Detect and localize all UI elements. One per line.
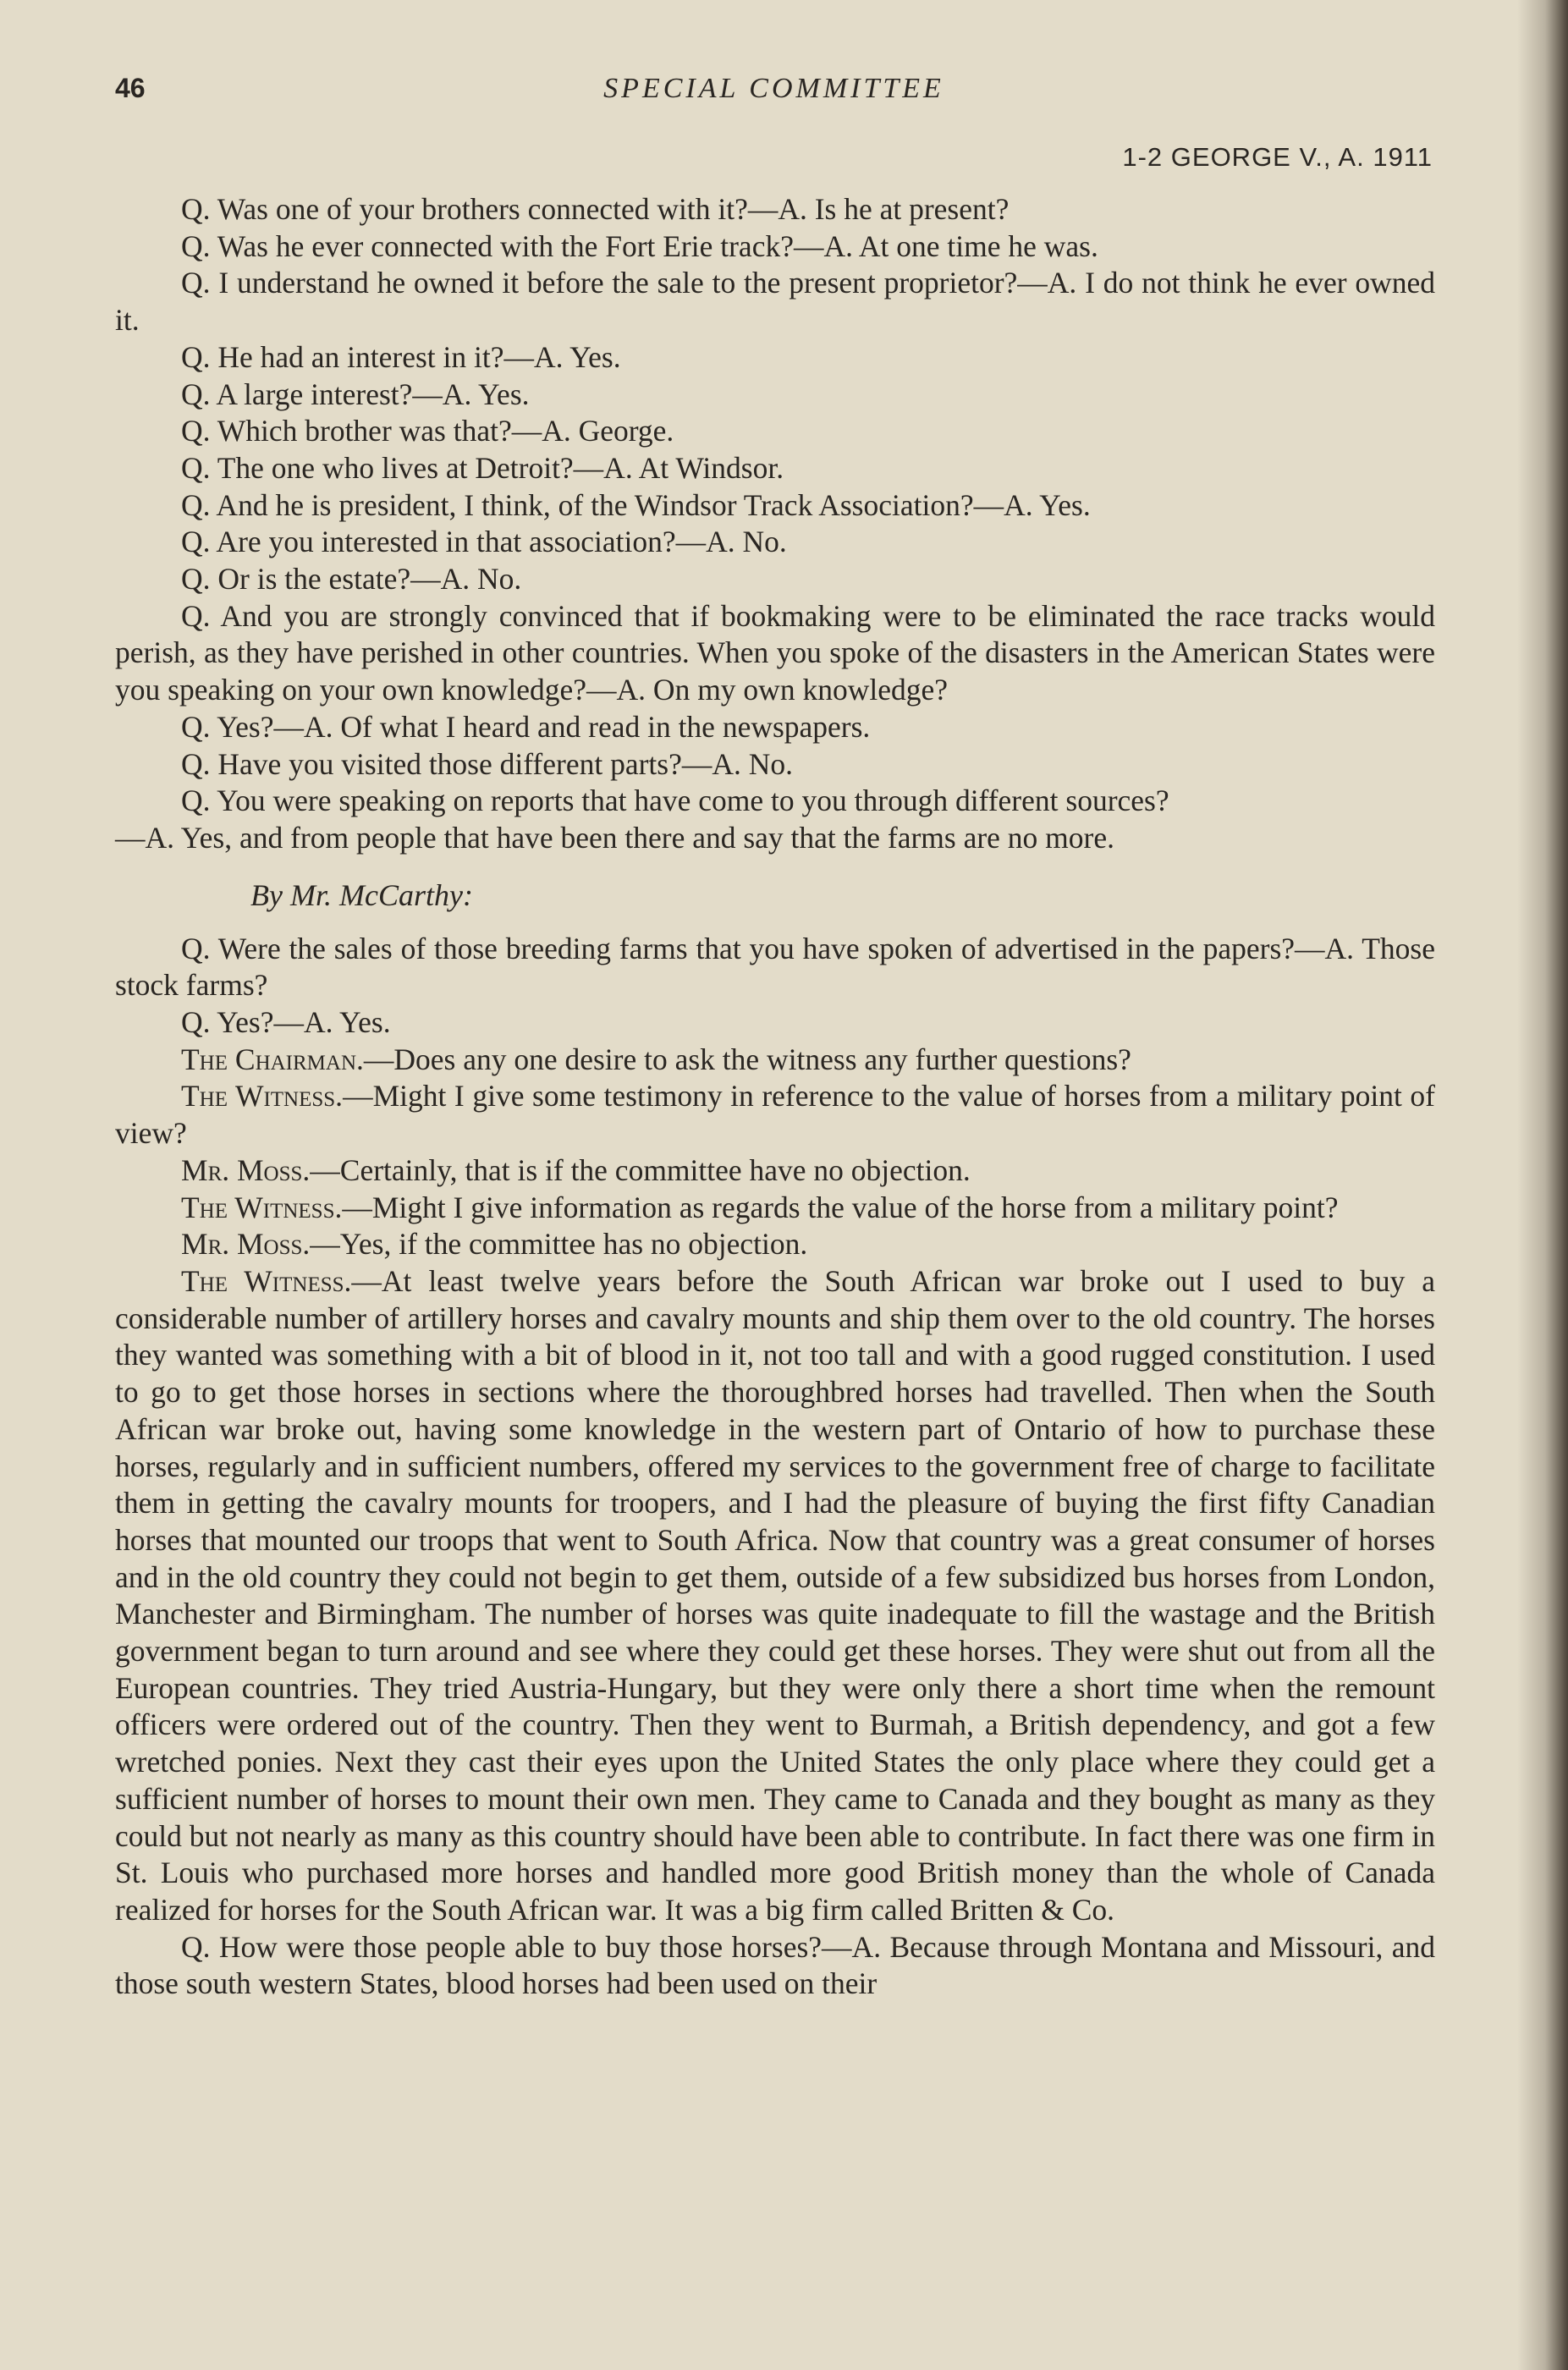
paragraph-text: —Might I give information as regards the value of the horse from a military point? [342, 1190, 1339, 1224]
paragraph-text: Q. Or is the estate?—A. No. [181, 562, 522, 597]
paragraph [115, 1226, 1435, 1263]
paragraph [115, 487, 1435, 525]
paragraph [115, 598, 1435, 709]
paragraph [115, 228, 1435, 266]
paragraph-text: Q. You were speaking on reports that have come to you through different sources? [181, 784, 1169, 818]
paragraph-text: Q. Was one of your brothers connected with it?—A. Is he at present? [181, 192, 1010, 226]
paragraph-text: Q. The one who lives at Detroit?—A. At Windsor. [181, 450, 784, 485]
paragraph [115, 1190, 1435, 1227]
paragraph [115, 1042, 1435, 1079]
paragraph [115, 820, 1435, 857]
paragraph-text: —A. Yes, and from people that have been there and say that the farms are no more. [115, 820, 1114, 855]
paragraph [115, 377, 1435, 414]
running-head: SPECIAL COMMITTEE [603, 73, 944, 104]
paragraph-text: Q. And he is president, I think, of the Windsor Track Association?—A. Yes. [181, 487, 1091, 522]
body-text [115, 191, 1435, 2003]
paragraph [115, 265, 1435, 338]
session-reference: 1-2 GEORGE V., A. 1911 [1122, 142, 1433, 172]
paragraph [115, 709, 1435, 746]
paragraph-text: —Certainly, that is if the committee have no objection. [310, 1152, 971, 1187]
paragraph [115, 746, 1435, 784]
paragraph [115, 191, 1435, 228]
paragraph [115, 561, 1435, 598]
paragraph-text: Q. A large interest?—A. Yes. [181, 377, 530, 411]
paragraph [115, 783, 1435, 820]
paragraph-text: Q. Are you interested in that association?—A. No. [181, 525, 787, 559]
testimony-block-1 [115, 191, 1435, 857]
paragraph-text: Q. Yes?—A. Of what I heard and read in the newspapers. [181, 709, 871, 744]
paragraph-text: —Does any one desire to ask the witness any further questions? [363, 1042, 1131, 1076]
speaker-name: The Witness. [181, 1079, 344, 1114]
speaker-name: The Chairman. [181, 1042, 364, 1076]
paragraph [115, 931, 1435, 1004]
examiner-byline: By Mr. McCarthy: [250, 877, 473, 912]
paragraph-text: Q. He had an interest in it?—A. Yes. [181, 339, 621, 374]
paragraph [115, 1152, 1435, 1190]
speaker-name: Mr. Moss. [181, 1227, 311, 1262]
paragraph-text: Q. Which brother was that?—A. George. [181, 414, 674, 448]
page-number: 46 [115, 73, 146, 103]
paragraph [115, 524, 1435, 561]
paragraph [115, 413, 1435, 450]
paragraph [115, 339, 1435, 377]
paragraph-text: Q. Have you visited those different parts?—A. No. [181, 746, 793, 781]
speaker-name: Mr. Moss. [181, 1152, 311, 1187]
paragraph [115, 1004, 1435, 1042]
paragraph-text: Q. Was he ever connected with the Fort Erie track?—A. At one time he was. [181, 228, 1098, 263]
page-header [115, 73, 1433, 115]
paragraph-text: Q. How were those people able to buy those horses?—A. Because through Montana and Missouri, and those south western States, blood horses had been used on their [115, 1929, 1435, 2001]
paragraph-text: —Might I give some testimony in reference to the value of horses from a military point of view? [115, 1079, 1435, 1151]
paragraph-text: Q. And you are strongly convinced that if bookmaking were to be eliminated the race tracks would perish, as they have perished in other countries. When you spoke of the disasters in the American States were you speaking on your own knowledge?—A. On my own knowledge? [115, 598, 1435, 707]
speaker-name: The Witness. [181, 1263, 352, 1298]
paragraph-text: Q. I understand he owned it before the sale to the present proprietor?—A. I do not think he ever owned it. [115, 266, 1435, 338]
paragraph [115, 1929, 1435, 2003]
paragraph-text: —Yes, if the committee has no objection. [310, 1227, 808, 1262]
speaker-name: The Witness. [181, 1190, 343, 1224]
paragraph [115, 1263, 1435, 1929]
testimony-block-2 [115, 931, 1435, 2003]
paragraph [115, 1078, 1435, 1152]
paragraph-text: Q. Were the sales of those breeding farms that you have spoken of advertised in the papers?—A. Those stock farms? [115, 931, 1435, 1003]
paragraph-text: Q. Yes?—A. Yes. [181, 1005, 391, 1040]
paragraph [115, 450, 1435, 487]
paragraph-text: —At least twelve years before the South African war broke out I used to buy a considerable number of artillery horses and cavalry mounts and ship them over to the old country. The horses they wanted was something with a bit of blood in it, not too tall and with a good rugged constitution. I used to go to get those horses in sections where the thoroughbred horses had travelled. Then when the South African war broke out, having some knowledge in the western part of Ontario of how to purchase these horses, regularly and in sufficient numbers, offered my services to the government free of charge to facilitate them in getting the cavalry mounts for troopers, and I had the pleasure of buying the first fifty Canadian horses that mounted our troops that went to South Africa. Now that country was a great consumer of horses and in the old country they could not begin to get them, outside of a few subsidized bus horses from London, Manchester and Birmingham. The number of horses was quite inadequate to fill the wastage and the British government began to turn around and see where they could get these horses. They were shut out from all the European countries. They tried Austria-Hungary, but they were only there a short time when the remount officers were ordered out of the country. Then they went to Burmah, a British dependency, and got a few wretched ponies. Next they cast their eyes upon the United States the only place where they could get a sufficient number of horses to mount their own men. They came to Canada and they bought as many as they could but not nearly as many as this country should have been able to contribute. In fact there was one firm in St. Louis who purchased more horses and handled more good British money than the whole of Canada realized for horses for the South African war. It was a big firm called Britten & Co. [115, 1263, 1435, 1927]
